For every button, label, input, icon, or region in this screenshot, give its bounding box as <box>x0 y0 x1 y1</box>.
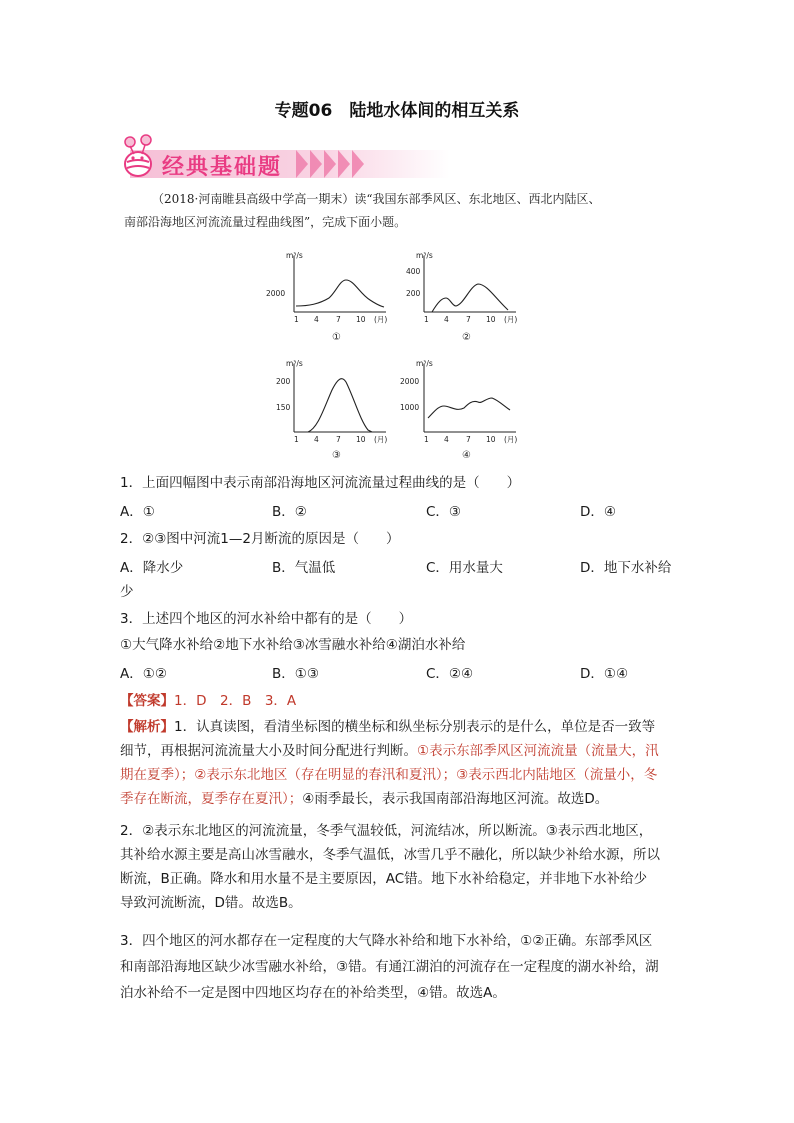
intro-line-1: （2018·河南睢县高级中学高一期末）读“我国东部季风区、东北地区、西北内陆区、 <box>152 192 601 206</box>
chart-3-xtick-10: 10 <box>356 435 366 444</box>
analysis-p1-text2a: 细节，再根据河流流量大小及时间分配进行判断。 <box>120 743 417 759</box>
chart-4 <box>400 359 517 460</box>
analysis-p1-line2 <box>120 740 678 763</box>
chart-1-xtick-unit: (月) <box>374 315 388 324</box>
chart-1-xtick-1: 1 <box>294 315 299 324</box>
chart-1-xtick-7: 7 <box>336 315 341 324</box>
chart-1-ytick: 2000 <box>266 289 286 298</box>
chart-1-xtick-10: 10 <box>356 315 366 324</box>
question-1-option-b[interactable]: B．② <box>272 504 307 520</box>
answer-label: 【答案】 <box>120 693 174 709</box>
chart-2-label: ② <box>462 332 471 343</box>
analysis-p2-line3: 断流，B正确。降水和用水量不是主要原因，AC错。地下水补给稳定，并非地下水补给少 <box>120 871 648 887</box>
question-3-stem: 3．上述四个地区的河水补给中都有的是（ ） <box>120 611 413 627</box>
chart-4-label: ④ <box>462 450 471 460</box>
chart-3-ytick-200: 200 <box>276 377 291 386</box>
chart-1 <box>266 251 387 343</box>
chart-3-xtick-4: 4 <box>314 435 319 444</box>
question-1-stem: 1．上面四幅图中表示南部沿海地区河流流量过程曲线的是（ ） <box>120 475 521 491</box>
page-title: 专题06 陆地水体间的相互关系 <box>274 101 520 121</box>
chart-2-ytick-200: 200 <box>406 289 421 298</box>
analysis-p2-line4: 导致河流断流，D错。故选B。 <box>120 895 302 911</box>
chart-4-xtick-4: 4 <box>444 435 449 444</box>
chart-4-unit: m³/s <box>416 359 433 368</box>
question-3-option-a[interactable]: A．①② <box>120 666 167 682</box>
question-1-option-d[interactable]: D．④ <box>580 504 616 520</box>
analysis-p1-text1: 1．认真读图，看清坐标图的横坐标和纵坐标分别表示的是什么，单位是否一致等 <box>174 719 656 735</box>
analysis-p1-text4b: ④雨季最长，表示我国南部沿海地区河流。故选D。 <box>302 791 609 807</box>
question-3-option-d[interactable]: D．①④ <box>580 666 629 682</box>
question-2-option-d[interactable]: D．地下水补给 <box>580 560 672 576</box>
chart-2 <box>406 251 517 343</box>
chart-4-ytick-1000: 1000 <box>400 403 420 412</box>
analysis-p2-line1: 2．②表示东北地区的河流流量，冬季气温较低，河流结冰，所以断流。③表示西北地区， <box>120 823 653 839</box>
question-3-items: ①大气降水补给②地下水补给③冰雪融水补给④湖泊水补给 <box>120 637 466 653</box>
chart-4-xtick-unit: (月) <box>504 435 518 444</box>
analysis-label: 【解析】 <box>120 719 174 735</box>
chart-3-xtick-unit: (月) <box>374 435 388 444</box>
chart-4-curve <box>428 398 510 418</box>
chart-4-xtick-7: 7 <box>466 435 471 444</box>
analysis-p1-line1 <box>120 716 678 739</box>
chart-4-ytick-2000: 2000 <box>400 377 420 386</box>
chart-4-xtick-10: 10 <box>486 435 496 444</box>
analysis-p3-line1: 3．四个地区的河水都存在一定程度的大气降水补给和地下水补给，①②正确。东部季风区 <box>120 933 653 949</box>
chart-3-label: ③ <box>332 450 341 460</box>
analysis-p3-line2: 和南部沿海地区缺少冰雪融水补给，③错。有通江湖泊的河流存在一定程度的湖水补给，湖 <box>120 959 659 975</box>
question-2-option-c[interactable]: C．用水量大 <box>426 560 503 576</box>
chart-2-curve <box>432 284 508 312</box>
analysis-p1-text2b: ①表示东部季风区河流流量（流量大，汛 <box>417 743 659 759</box>
chart-4-xtick-1: 1 <box>424 435 429 444</box>
chart-2-xtick-4: 4 <box>444 315 449 324</box>
intro-text <box>124 188 684 234</box>
question-3-option-b[interactable]: B．①③ <box>272 666 319 682</box>
analysis-p1-line3: 期在夏季）；②表示东北地区（存在明显的春汛和夏汛）；③表示西北内陆地区（流量小，冬 <box>120 767 658 783</box>
bee-icon <box>118 132 160 184</box>
chart-1-xtick-4: 4 <box>314 315 319 324</box>
chart-3 <box>276 359 387 460</box>
analysis-p1-line4 <box>120 788 678 811</box>
banner-text: 经典基础题 <box>162 155 283 180</box>
chart-1-label: ① <box>332 332 341 343</box>
chart-3-xtick-7: 7 <box>336 435 341 444</box>
chart-3-ytick-150: 150 <box>276 403 291 412</box>
flow-curve-charts <box>256 250 536 460</box>
answer-text: 1．D 2．B 3．A <box>174 693 297 709</box>
question-2-option-d-continued: 少 <box>120 584 134 600</box>
analysis-p2-line2: 其补给水源主要是高山冰雪融水，冬季气温低，冰雪几乎不融化，所以缺少补给水源，所以 <box>120 847 660 863</box>
analysis-p1-text4a: 季存在断流，夏季存在夏汛）； <box>120 791 303 807</box>
chart-2-xtick-unit: (月) <box>504 315 518 324</box>
chart-2-xtick-10: 10 <box>486 315 496 324</box>
chart-3-xtick-1: 1 <box>294 435 299 444</box>
question-2-option-b[interactable]: B．气温低 <box>272 560 336 576</box>
chart-2-xtick-1: 1 <box>424 315 429 324</box>
chart-1-curve <box>296 280 384 307</box>
chart-1-unit: m³/s <box>286 251 303 260</box>
question-2-option-a[interactable]: A．降水少 <box>120 560 184 576</box>
chart-3-curve <box>308 379 372 432</box>
analysis-p3-line3: 泊水补给不一定是图中四地区均存在的补给类型，④错。故选A。 <box>120 985 506 1001</box>
question-2-stem: 2．②③图中河流1—2月断流的原因是（ ） <box>120 531 400 547</box>
question-1-option-a[interactable]: A．① <box>120 504 155 520</box>
banner-chevrons <box>296 150 366 178</box>
chart-3-unit: m³/s <box>286 359 303 368</box>
chart-2-unit: m³/s <box>416 251 433 260</box>
chart-2-xtick-7: 7 <box>466 315 471 324</box>
question-1-option-c[interactable]: C．③ <box>426 504 462 520</box>
question-3-option-c[interactable]: C．②④ <box>426 666 474 682</box>
chart-2-ytick-400: 400 <box>406 267 421 276</box>
intro-line-2: 南部沿海地区河流流量过程曲线图”，完成下面小题。 <box>124 215 407 229</box>
answer-line <box>120 690 678 713</box>
